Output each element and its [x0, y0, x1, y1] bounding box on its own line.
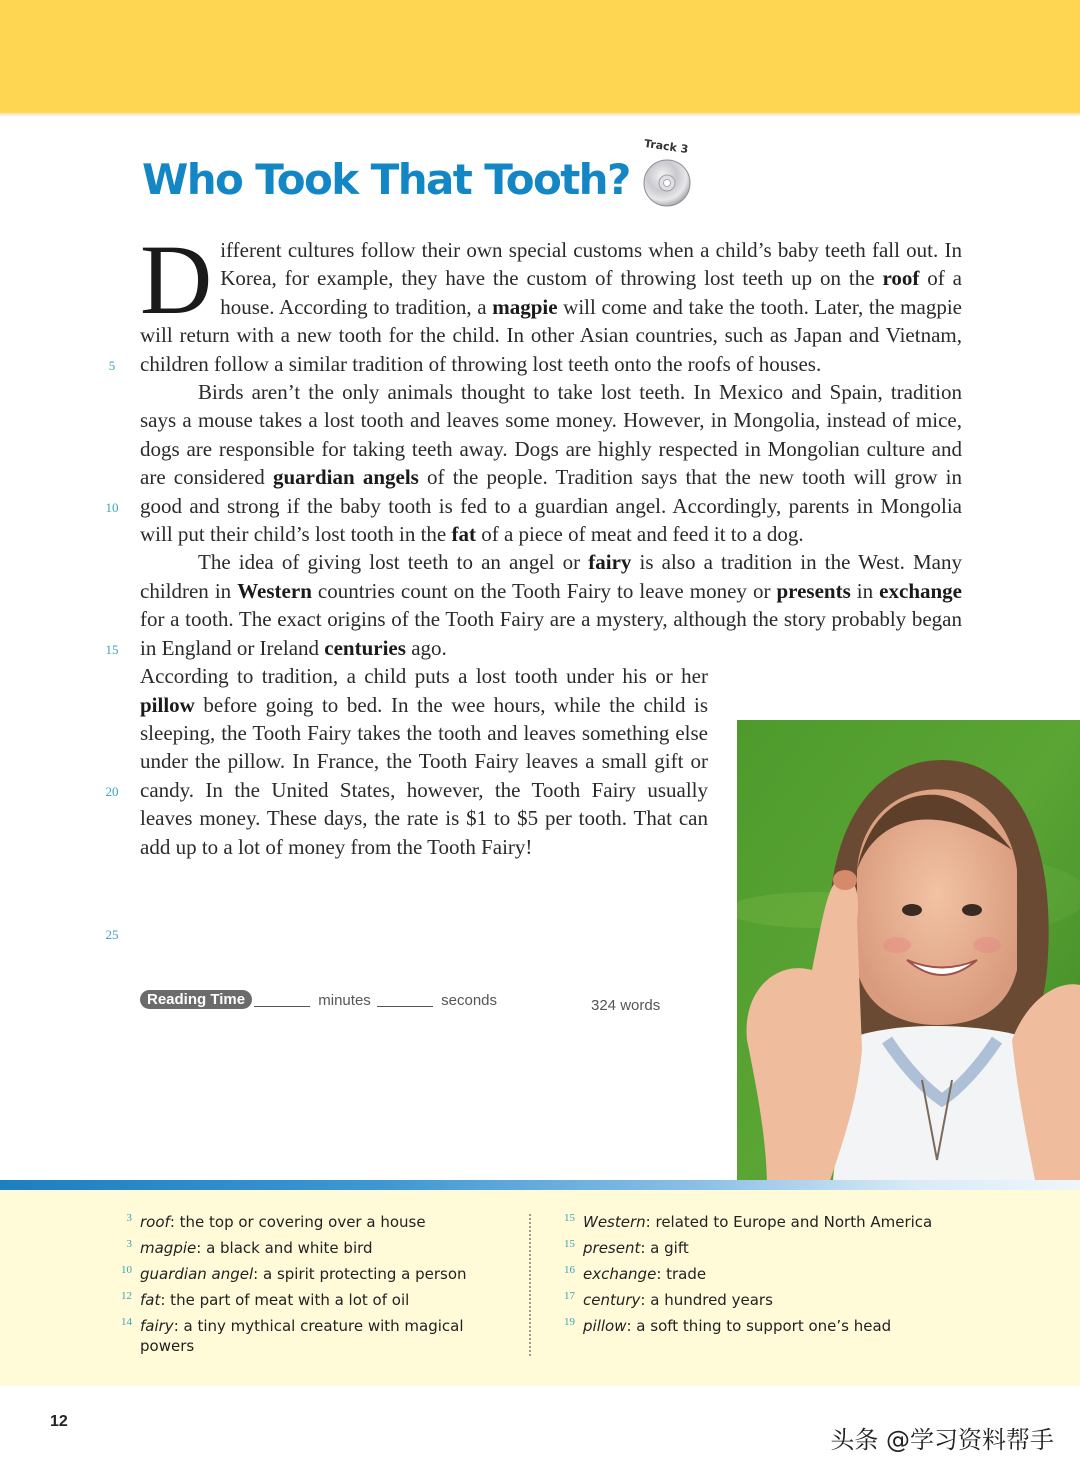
vocab-term: presents [776, 578, 851, 603]
glossary-entry [126, 1212, 500, 1232]
glossary-entry [564, 1212, 983, 1232]
minutes-label: minutes [318, 992, 371, 1009]
text-run: of the people. Tradition says that the new tooth will grow in good and strong if the baby tooth is fed to a guardian angel. Accordingly, parents in Mongolia will put their child’s lost tooth in the [140, 465, 962, 547]
header-band [0, 0, 1080, 114]
glossary-line-ref: 14 [121, 1316, 132, 1328]
glossary-line-ref: 16 [564, 1264, 575, 1276]
vocab-term: roof [882, 266, 920, 291]
text-run: of a piece of meat and feed it to a dog. [475, 522, 804, 547]
page-title: Who Took That Tooth? [142, 155, 630, 204]
glossary-definition: : a soft thing to support one’s head [626, 1317, 892, 1335]
page-number: 12 [50, 1413, 68, 1430]
glossary-entry [121, 1290, 500, 1310]
text-run: in [850, 578, 880, 603]
text-run: ifferent cultures follow their own special customs when a child’s baby teeth fall out. In Korea, for example, they have the custom of throwing lost teeth up on the [220, 238, 962, 291]
cd-icon [642, 158, 692, 208]
text-run: is also a tradition in the West. Many children in [140, 550, 962, 603]
watermark: 头条 @学习资料帮手 [830, 1426, 1054, 1454]
blue-divider-band [0, 1180, 1080, 1190]
glossary-term: present [583, 1239, 641, 1257]
glossary-term: guardian angel [140, 1265, 254, 1283]
glossary-right-column [564, 1212, 983, 1342]
glossary-entry [564, 1264, 983, 1284]
vocab-term: guardian angels [272, 465, 419, 490]
glossary-definition: : a black and white bird [196, 1239, 373, 1257]
glossary-line-ref: 17 [564, 1290, 575, 1302]
track-label: Track 3 [643, 136, 690, 157]
glossary-line-ref: 3 [126, 1238, 132, 1250]
text-run: of a house. According to tradition, a [220, 266, 962, 319]
glossary-definition: : a hundred years [640, 1291, 773, 1309]
reading-time-row [140, 990, 497, 1009]
reading-time-badge: Reading Time [140, 990, 252, 1009]
glossary-line-ref: 12 [121, 1290, 132, 1302]
text-run: Birds aren’t the only animals thought to take lost teeth. In Mexico and Spain, tradition says a mouse takes a lost tooth and leaves some money. However, in Mongolia, instead of mice, dogs are responsible for taking teeth away. Dogs are highly respected in Mongolian culture and are considered [140, 380, 962, 490]
vocab-term: magpie [492, 294, 558, 319]
seconds-label: seconds [441, 992, 498, 1009]
text-run: before going to bed. In the wee hours, while the child is sleeping, the Tooth Fairy takes the tooth and leaves something else under the pillow. In France, the Tooth Fairy leaves a small gift or candy. In the United States, however, the Tooth Fairy usually leaves money. These days, the rate is $1 to $5 per tooth. That can add up to a lot of money from the Tooth Fairy! [140, 692, 708, 859]
glossary-line-ref: 15 [564, 1238, 575, 1250]
audio-track[interactable] [640, 138, 700, 210]
vocab-term: pillow [140, 692, 195, 717]
glossary-entry [121, 1316, 500, 1356]
glossary-entry [121, 1264, 500, 1284]
glossary-term: century [583, 1291, 641, 1309]
glossary-left-column [121, 1212, 500, 1362]
glossary-term: roof [140, 1213, 170, 1231]
glossary-line-ref: 15 [564, 1212, 575, 1224]
glossary-line-ref: 10 [121, 1264, 132, 1276]
glossary-term: fairy [140, 1317, 174, 1335]
glossary-entry [564, 1316, 983, 1336]
line-number: 15 [105, 642, 119, 657]
line-number: 20 [105, 784, 119, 799]
glossary-definition: : a gift [640, 1239, 689, 1257]
photo-girl-with-tooth [737, 720, 1080, 1190]
glossary-term: magpie [140, 1239, 197, 1257]
glossary-definition: : related to Europe and North America [645, 1213, 933, 1231]
glossary-term: exchange [583, 1265, 657, 1283]
line-number: 10 [105, 500, 119, 515]
text-run: countries count on the Tooth Fairy to leave money or [311, 578, 777, 603]
text-run: The idea of giving lost teeth to an angel or [198, 550, 589, 575]
vocab-term: fat [451, 522, 476, 547]
paragraph-4 [140, 662, 708, 861]
paragraph-3 [140, 548, 962, 662]
glossary-line-ref: 19 [564, 1316, 575, 1328]
seconds-blank[interactable] [377, 1006, 433, 1007]
vocab-term: centuries [324, 635, 406, 660]
glossary-definition: : the part of meat with a lot of oil [160, 1291, 410, 1309]
paragraph-1 [140, 224, 962, 378]
vocab-term: fairy [588, 550, 632, 575]
glossary-term: Western [583, 1213, 646, 1231]
text-run: for a tooth. The exact origins of the Tooth Fairy are a mystery, although the story probably began in England or Ireland [140, 607, 962, 660]
text-run: will come and take the tooth. Later, the magpie will return with a new tooth for the child. In other Asian countries, such as Japan and Vietnam, children follow a similar tradition of throwing lost teeth onto the roofs of houses. [140, 294, 962, 376]
glossary-definition: : a tiny mythical creature with magical powers [140, 1317, 464, 1355]
line-number: 5 [108, 358, 116, 373]
glossary-definition: : trade [656, 1265, 707, 1283]
minutes-blank[interactable] [254, 1006, 310, 1007]
glossary [0, 1190, 1080, 1386]
glossary-definition: : a spirit protecting a person [253, 1265, 467, 1283]
word-count: 324 words [591, 997, 661, 1014]
header-band-edge [0, 112, 1080, 116]
vocab-term: exchange [879, 578, 962, 603]
paragraph-2 [140, 378, 962, 548]
photo-illustration [737, 720, 1080, 1190]
line-number: 25 [105, 927, 119, 942]
text-run: ago. [405, 635, 447, 660]
glossary-entry [126, 1238, 500, 1258]
text-run: According to tradition, a child puts a lost tooth under his or her [140, 664, 708, 689]
vocab-term: Western [237, 578, 312, 603]
glossary-definition: : the top or covering over a house [169, 1213, 426, 1231]
glossary-entry [564, 1290, 983, 1310]
glossary-divider [529, 1214, 531, 1356]
glossary-entry [564, 1238, 983, 1258]
glossary-term: pillow [583, 1317, 627, 1335]
glossary-line-ref: 3 [126, 1212, 132, 1224]
glossary-term: fat [140, 1291, 161, 1309]
drop-cap: D [140, 224, 213, 335]
